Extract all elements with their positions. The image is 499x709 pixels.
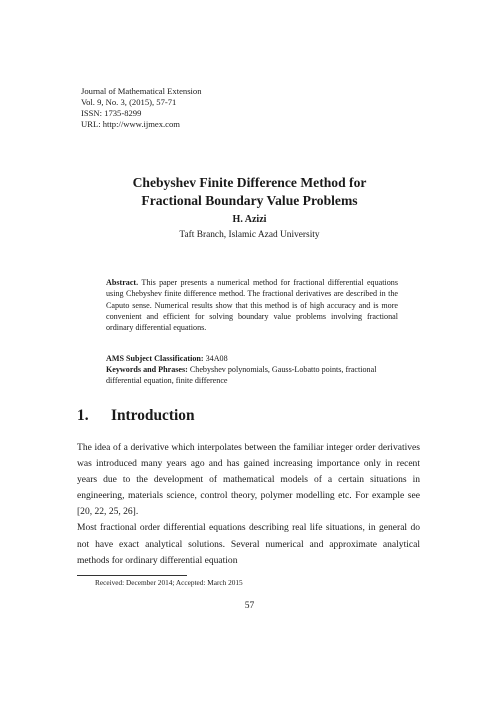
section-number: 1. <box>77 407 89 424</box>
abstract-text: This paper presents a numerical method for fractional differential equations using Chebyshev finite difference method. The fractional derivatives are described in the Caputo sense. Numerical results show that this method is of high accuracy and is more convenient and efficient for solving boundary value problems involving fractional ordinary differential equations. <box>106 278 398 333</box>
ams-value: 34A08 <box>205 354 228 363</box>
paragraph-1: The idea of a derivative which interpolates between the familiar integer order derivatives was introduced many years ago and has gained increasing importance only in recent years due to the development of mathematical models of a certain situations in engineering, materials science, control theory, polymer modelling etc. For example see [20, 22, 25, 26]. <box>77 442 420 518</box>
abstract-label: Abstract. <box>106 278 139 287</box>
section-heading <box>77 407 195 425</box>
ams-label: AMS Subject Classification: <box>106 354 204 363</box>
title-line-1: Chebyshev Finite Difference Method for <box>132 175 367 190</box>
section-title: Introduction <box>111 407 195 424</box>
keywords-value: Chebyshev polynomials, Gauss-Lobatto points, fractional differential equation, finite difference <box>106 365 377 386</box>
paper-title <box>0 174 499 209</box>
keywords-label: Keywords and Phrases: <box>106 365 188 375</box>
keywords <box>106 364 406 386</box>
classification-block <box>106 353 406 387</box>
ams-classification <box>106 353 406 364</box>
page-number: 57 <box>244 600 255 611</box>
body-text <box>77 440 420 569</box>
journal-url[interactable]: URL: http://www.ijmex.com <box>81 119 180 130</box>
footnote: Received: December 2014; Accepted: March 2015 <box>95 578 243 587</box>
journal-volume: Vol. 9, No. 3, (2015), 57-71 <box>81 97 177 108</box>
paragraph-2: Most fractional order differential equations describing real life situations, in general do not have exact analytical solutions. Several numerical and approximate analytical methods for ordinary differential equation <box>77 522 420 566</box>
author-name: H. Azizi <box>232 214 267 225</box>
footnote-rule <box>77 575 187 576</box>
abstract <box>106 277 398 333</box>
title-line-2: Fractional Boundary Value Problems <box>141 192 358 208</box>
journal-issn: ISSN: 1735-8299 <box>81 108 142 119</box>
author-affiliation: Taft Branch, Islamic Azad University <box>179 230 320 240</box>
journal-info <box>81 86 202 130</box>
journal-name: Journal of Mathematical Extension <box>81 86 202 96</box>
